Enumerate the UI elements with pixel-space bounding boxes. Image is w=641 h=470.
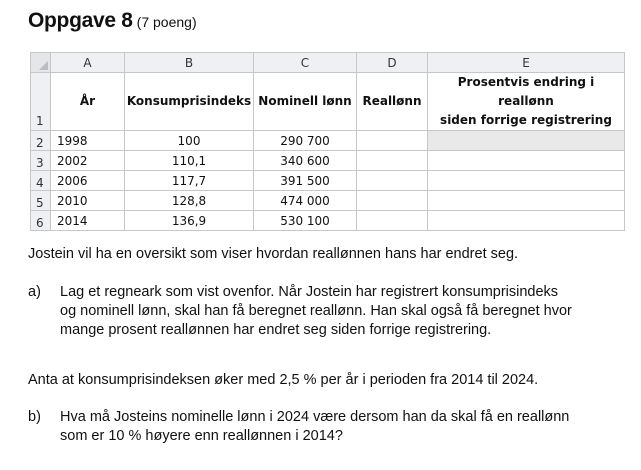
cell-kpi[interactable]: 110,1 (125, 151, 254, 171)
row-number[interactable]: 5 (31, 191, 51, 211)
cell-percent-change[interactable] (428, 171, 625, 191)
task-heading (28, 9, 197, 33)
task-a-line: og nominell lønn, skal han få beregnet reallønn. Han skal også få beregnet hvor (60, 303, 572, 319)
task-b-line: Hva må Josteins nominelle lønn i 2024 være dersom han da skal få en reallønn (60, 409, 570, 425)
cell-real-salary[interactable] (357, 211, 428, 231)
table-header-row (31, 73, 625, 131)
cell-kpi[interactable]: 136,9 (125, 211, 254, 231)
table-row (31, 211, 625, 231)
task-a-line: mange prosent reallønnen har endret seg siden forrige registrering. (60, 322, 492, 338)
table-row (31, 171, 625, 191)
header-e-line2: siden forrige registrering (440, 113, 612, 127)
row-number[interactable]: 2 (31, 131, 51, 151)
cell-real-salary[interactable] (357, 171, 428, 191)
task-a-line: Lag et regneark som vist ovenfor. Når Jostein har registrert konsumprisindeks (60, 284, 559, 300)
table-row (31, 191, 625, 211)
cell-salary[interactable]: 530 100 (254, 211, 357, 231)
task-points: (7 poeng) (136, 14, 197, 30)
cell-year[interactable]: 1998 (51, 131, 125, 151)
header-cell-nominal-salary[interactable]: Nominell lønn (254, 73, 357, 131)
row-number[interactable]: 1 (31, 73, 51, 131)
column-header-b[interactable]: B (125, 53, 254, 73)
column-header-e[interactable]: E (428, 53, 625, 73)
cell-real-salary[interactable] (357, 191, 428, 211)
cell-year[interactable]: 2002 (51, 151, 125, 171)
cell-real-salary[interactable] (357, 151, 428, 171)
task-b-line: som er 10 % høyere enn reallønnen i 2014? (60, 428, 343, 444)
cell-kpi[interactable]: 128,8 (125, 191, 254, 211)
cell-real-salary[interactable] (357, 131, 428, 151)
column-header-d[interactable]: D (357, 53, 428, 73)
cell-year[interactable]: 2006 (51, 171, 125, 191)
cell-salary[interactable]: 474 000 (254, 191, 357, 211)
task-a-label: a) (28, 284, 41, 300)
header-cell-percent-change[interactable] (428, 73, 625, 131)
cell-salary[interactable]: 290 700 (254, 131, 357, 151)
column-header-row (31, 53, 625, 73)
task-a-body (60, 283, 572, 340)
task-title: Oppgave 8 (28, 9, 133, 32)
spreadsheet-table (30, 52, 625, 231)
cell-kpi[interactable]: 100 (125, 131, 254, 151)
row-number[interactable]: 6 (31, 211, 51, 231)
cell-year[interactable]: 2014 (51, 211, 125, 231)
column-header-c[interactable]: C (254, 53, 357, 73)
header-cell-kpi[interactable]: Konsumprisindeks (125, 73, 254, 131)
select-all-corner[interactable] (31, 53, 51, 73)
assumption-text: Anta at konsumprisindeksen øker med 2,5 % per år i perioden fra 2014 til 2024. (28, 372, 539, 388)
header-cell-real-salary[interactable]: Reallønn (357, 73, 428, 131)
header-e-line1: Prosentvis endring i reallønn (457, 75, 595, 108)
row-number[interactable]: 4 (31, 171, 51, 191)
table-row (31, 151, 625, 171)
task-b-label: b) (28, 409, 41, 425)
cell-percent-change[interactable] (428, 191, 625, 211)
table-row (31, 131, 625, 151)
cell-salary[interactable]: 391 500 (254, 171, 357, 191)
cell-percent-change[interactable] (428, 211, 625, 231)
row-number[interactable]: 3 (31, 151, 51, 171)
cell-kpi[interactable]: 117,7 (125, 171, 254, 191)
intro-text: Jostein vil ha en oversikt som viser hvordan reallønnen hans har endret seg. (28, 246, 519, 262)
cell-salary[interactable]: 340 600 (254, 151, 357, 171)
header-cell-year[interactable]: År (51, 73, 125, 131)
column-header-a[interactable]: A (51, 53, 125, 73)
cell-percent-change[interactable] (428, 151, 625, 171)
task-b-body (60, 408, 569, 446)
select-all-icon (39, 61, 48, 70)
cell-percent-change[interactable] (428, 131, 625, 151)
cell-year[interactable]: 2010 (51, 191, 125, 211)
